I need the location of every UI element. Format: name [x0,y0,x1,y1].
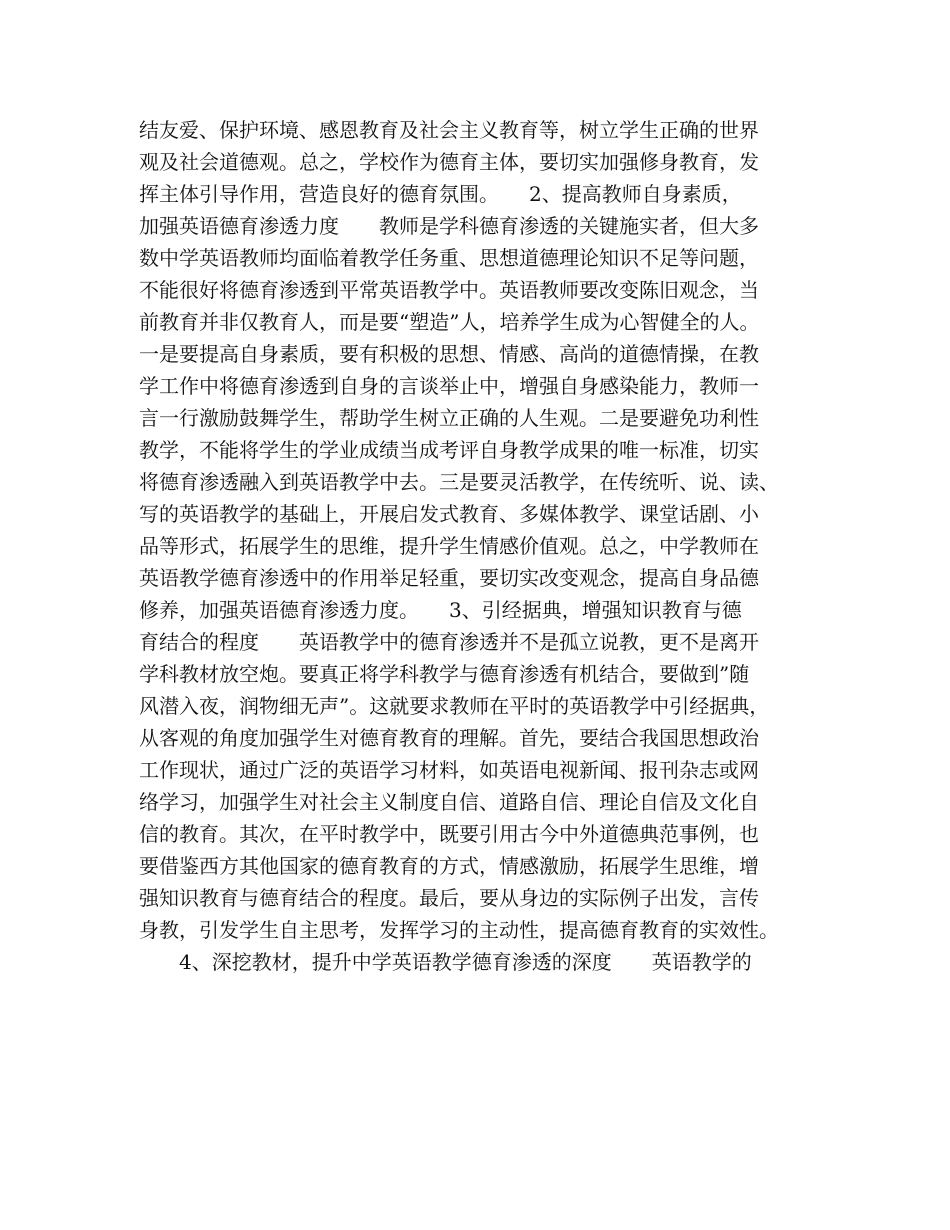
text-line: 要借鉴西方其他国家的德育教育的方式，情感激励，拓展学生思维，增 [139,854,759,878]
text-line: 一是要提高自身素质，要有积极的思想、情感、高尚的道德情操，在教 [139,342,759,366]
text-line: 品等形式，拓展学生的思维，提升学生情感价值观。总之，中学教师在 [139,534,759,558]
body-text [139,114,839,978]
text-line: 数中学英语教师均面临着教学任务重、思想道德理论知识不足等问题， [139,246,759,270]
text-line: 从客观的角度加强学生对德育教育的理解。首先，要结合我国思想政治 [139,726,759,750]
text-line: 育结合的程度 英语教学中的德育渗透并不是孤立说教，更不是离开 [139,630,759,654]
text-line: 4、深挖教材，提升中学英语教学德育渗透的深度 英语教学的 [139,950,752,974]
text-line: 风潜入夜，润物细无声”。这就要求教师在平时的英语教学中引经据典， [139,694,770,718]
text-line: 学科教材放空炮。要真正将学科教学与德育渗透有机结合，要做到”随 [139,662,750,686]
text-line: 工作现状，通过广泛的英语学习材料，如英语电视新闻、报刊杂志或网 [139,758,759,782]
text-line: 修养，加强英语德育渗透力度。 3、引经据典，增强知识教育与德 [139,598,742,622]
text-line: 学工作中将德育渗透到自身的言谈举止中，增强自身感染能力，教师一 [139,374,759,398]
text-line: 观及社会道德观。总之，学校作为德育主体，要切实加强修身教育，发 [139,150,759,174]
text-line: 结友爱、保护环境、感恩教育及社会主义教育等，树立学生正确的世界 [139,118,759,142]
text-line: 前教育并非仅教育人，而是要“塑造”人，培养学生成为心智健全的人。 [139,310,760,334]
text-line: 加强英语德育渗透力度 教师是学科德育渗透的关键施实者，但大多 [139,214,759,238]
text-line: 写的英语教学的基础上，开展启发式教育、多媒体教学、课堂话剧、小 [139,502,759,526]
text-line: 言一行激励鼓舞学生，帮助学生树立正确的人生观。二是要避免功利性 [139,406,759,430]
text-line: 络学习，加强学生对社会主义制度自信、道路自信、理论自信及文化自 [139,790,759,814]
text-line: 教学，不能将学生的学业成绩当成考评自身教学成果的唯一标准，切实 [139,438,759,462]
text-line: 挥主体引导作用，营造良好的德育氛围。 2、提高教师自身素质， [139,182,742,206]
text-line: 将德育渗透融入到英语教学中去。三是要灵活教学，在传统听、说、读、 [139,470,779,494]
text-line: 强知识教育与德育结合的程度。最后，要从身边的实际例子出发，言传 [139,886,759,910]
text-line: 英语教学德育渗透中的作用举足轻重，要切实改变观念，提高自身品德 [139,566,759,590]
text-line: 信的教育。其次，在平时教学中，既要引用古今中外道德典范事例，也 [139,822,759,846]
text-line: 不能很好将德育渗透到平常英语教学中。英语教师要改变陈旧观念，当 [139,278,759,302]
text-line: 身教，引发学生自主思考，发挥学习的主动性，提高德育教育的实效性。 [139,918,779,942]
